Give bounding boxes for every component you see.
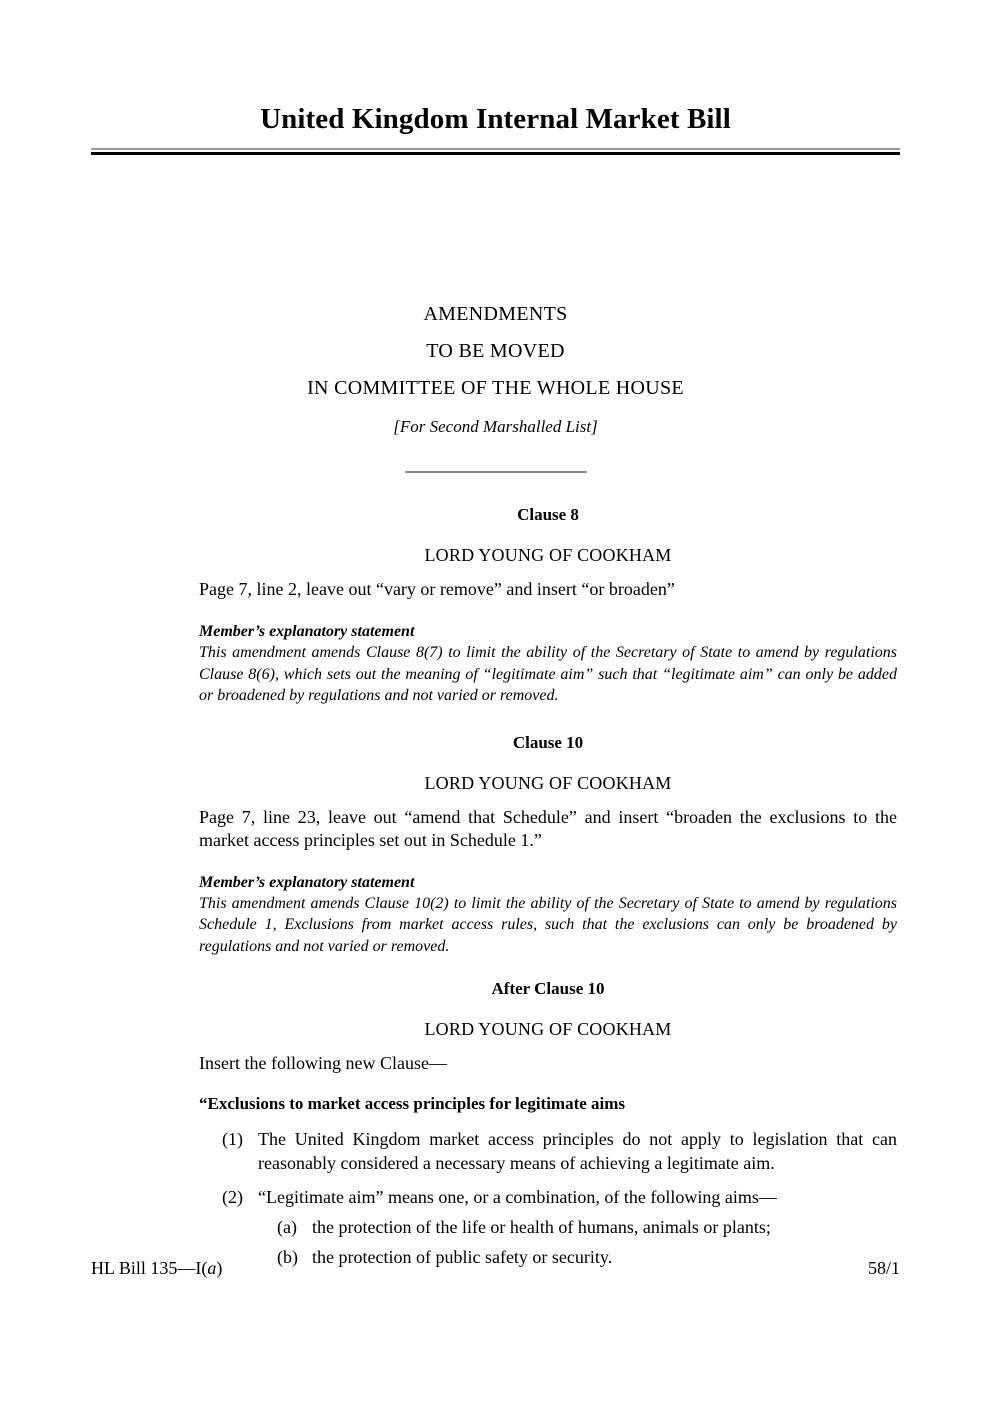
amendment-section-clause-8 <box>199 505 897 707</box>
clause-heading: After Clause 10 <box>491 979 605 998</box>
heading-line-to-be-moved: TO BE MOVED <box>426 340 565 362</box>
masthead-double-rule <box>91 148 900 155</box>
explanatory-statement <box>199 623 897 707</box>
bill-reference-suffix: ) <box>216 1258 223 1278</box>
subparagraph-marker: (a) <box>277 1217 297 1237</box>
amendment-section-after-clause-10 <box>199 979 897 1269</box>
amendments-heading-block <box>0 296 991 473</box>
bill-reference <box>91 1258 222 1279</box>
subparagraph-text: the protection of public safety or security. <box>312 1247 613 1267</box>
heading-line-in-committee: IN COMMITTEE OF THE WHOLE HOUSE <box>307 377 684 399</box>
section-spacer <box>199 707 897 733</box>
page-footer <box>91 1258 900 1279</box>
subparagraph-text: the protection of the life or health of humans, animals or plants; <box>312 1217 771 1237</box>
clause-paragraph <box>199 1185 897 1209</box>
clause-subparagraph <box>199 1215 897 1239</box>
explanatory-statement <box>199 874 897 958</box>
body-column <box>199 505 897 1269</box>
masthead-rule-thick <box>91 152 900 155</box>
member-name: LORD YOUNG OF COOKHAM <box>424 772 672 793</box>
insert-instruction: Insert the following new Clause— <box>199 1053 447 1073</box>
member-name: LORD YOUNG OF COOKHAM <box>424 1019 672 1039</box>
member-name: LORD YOUNG OF COOKHAM <box>424 545 672 565</box>
heading-divider-rule <box>405 471 587 473</box>
paragraph-marker: (2) <box>222 1187 243 1207</box>
new-clause-title: “Exclusions to market access principles for legitimate aims <box>199 1094 626 1113</box>
paragraph-text: “Legitimate aim” means one, or a combination, of the following aims— <box>258 1187 777 1207</box>
explanatory-statement-body: This amendment amends Clause 8(7) to limit the ability of the Secretary of State to amend by regulations Clause 8(6), which sets out the meaning of “legitimate aim” such that “legitimate aim” can only be added or broadened by regulations and not varied or removed. <box>199 644 897 704</box>
bill-reference-prefix: HL Bill 135—I( <box>91 1258 208 1278</box>
amendment-text: Page 7, line 23, leave out “amend that Schedule” and insert “broaden the exclusions to the market access principles set out in Schedule 1.” <box>199 806 897 850</box>
heading-line-amendments: AMENDMENTS <box>423 303 568 325</box>
amendment-section-clause-10 <box>199 733 897 958</box>
bill-reference-italic: a <box>207 1258 217 1278</box>
subparagraph-marker: (b) <box>277 1247 298 1267</box>
clause-heading: Clause 10 <box>512 732 584 752</box>
new-clause-paragraph-list <box>199 1127 897 1269</box>
paragraph-text: The United Kingdom market access principles do not apply to legislation that can reasonably considered a necessary means of achieving a legitimate aim. <box>258 1129 897 1173</box>
document-title: United Kingdom Internal Market Bill <box>260 103 731 135</box>
clause-paragraph <box>199 1127 897 1175</box>
explanatory-statement-heading: Member’s explanatory statement <box>199 623 415 640</box>
marshalled-list-note: [For Second Marshalled List] <box>393 417 598 436</box>
masthead <box>0 104 991 136</box>
section-spacer <box>199 957 897 979</box>
paragraph-marker: (1) <box>222 1129 243 1149</box>
explanatory-statement-body: This amendment amends Clause 10(2) to limit the ability of the Secretary of State to amend by regulations Schedule 1, Exclusions from market access rules, such that the exclusions can only be broadened by regulations and not varied or removed. <box>199 894 897 955</box>
amendment-text: Page 7, line 2, leave out “vary or remove” and insert “or broaden” <box>199 579 675 599</box>
clause-heading: Clause 8 <box>517 505 579 524</box>
page-number: 58/1 <box>867 1258 900 1278</box>
explanatory-statement-heading: Member’s explanatory statement <box>199 873 415 891</box>
